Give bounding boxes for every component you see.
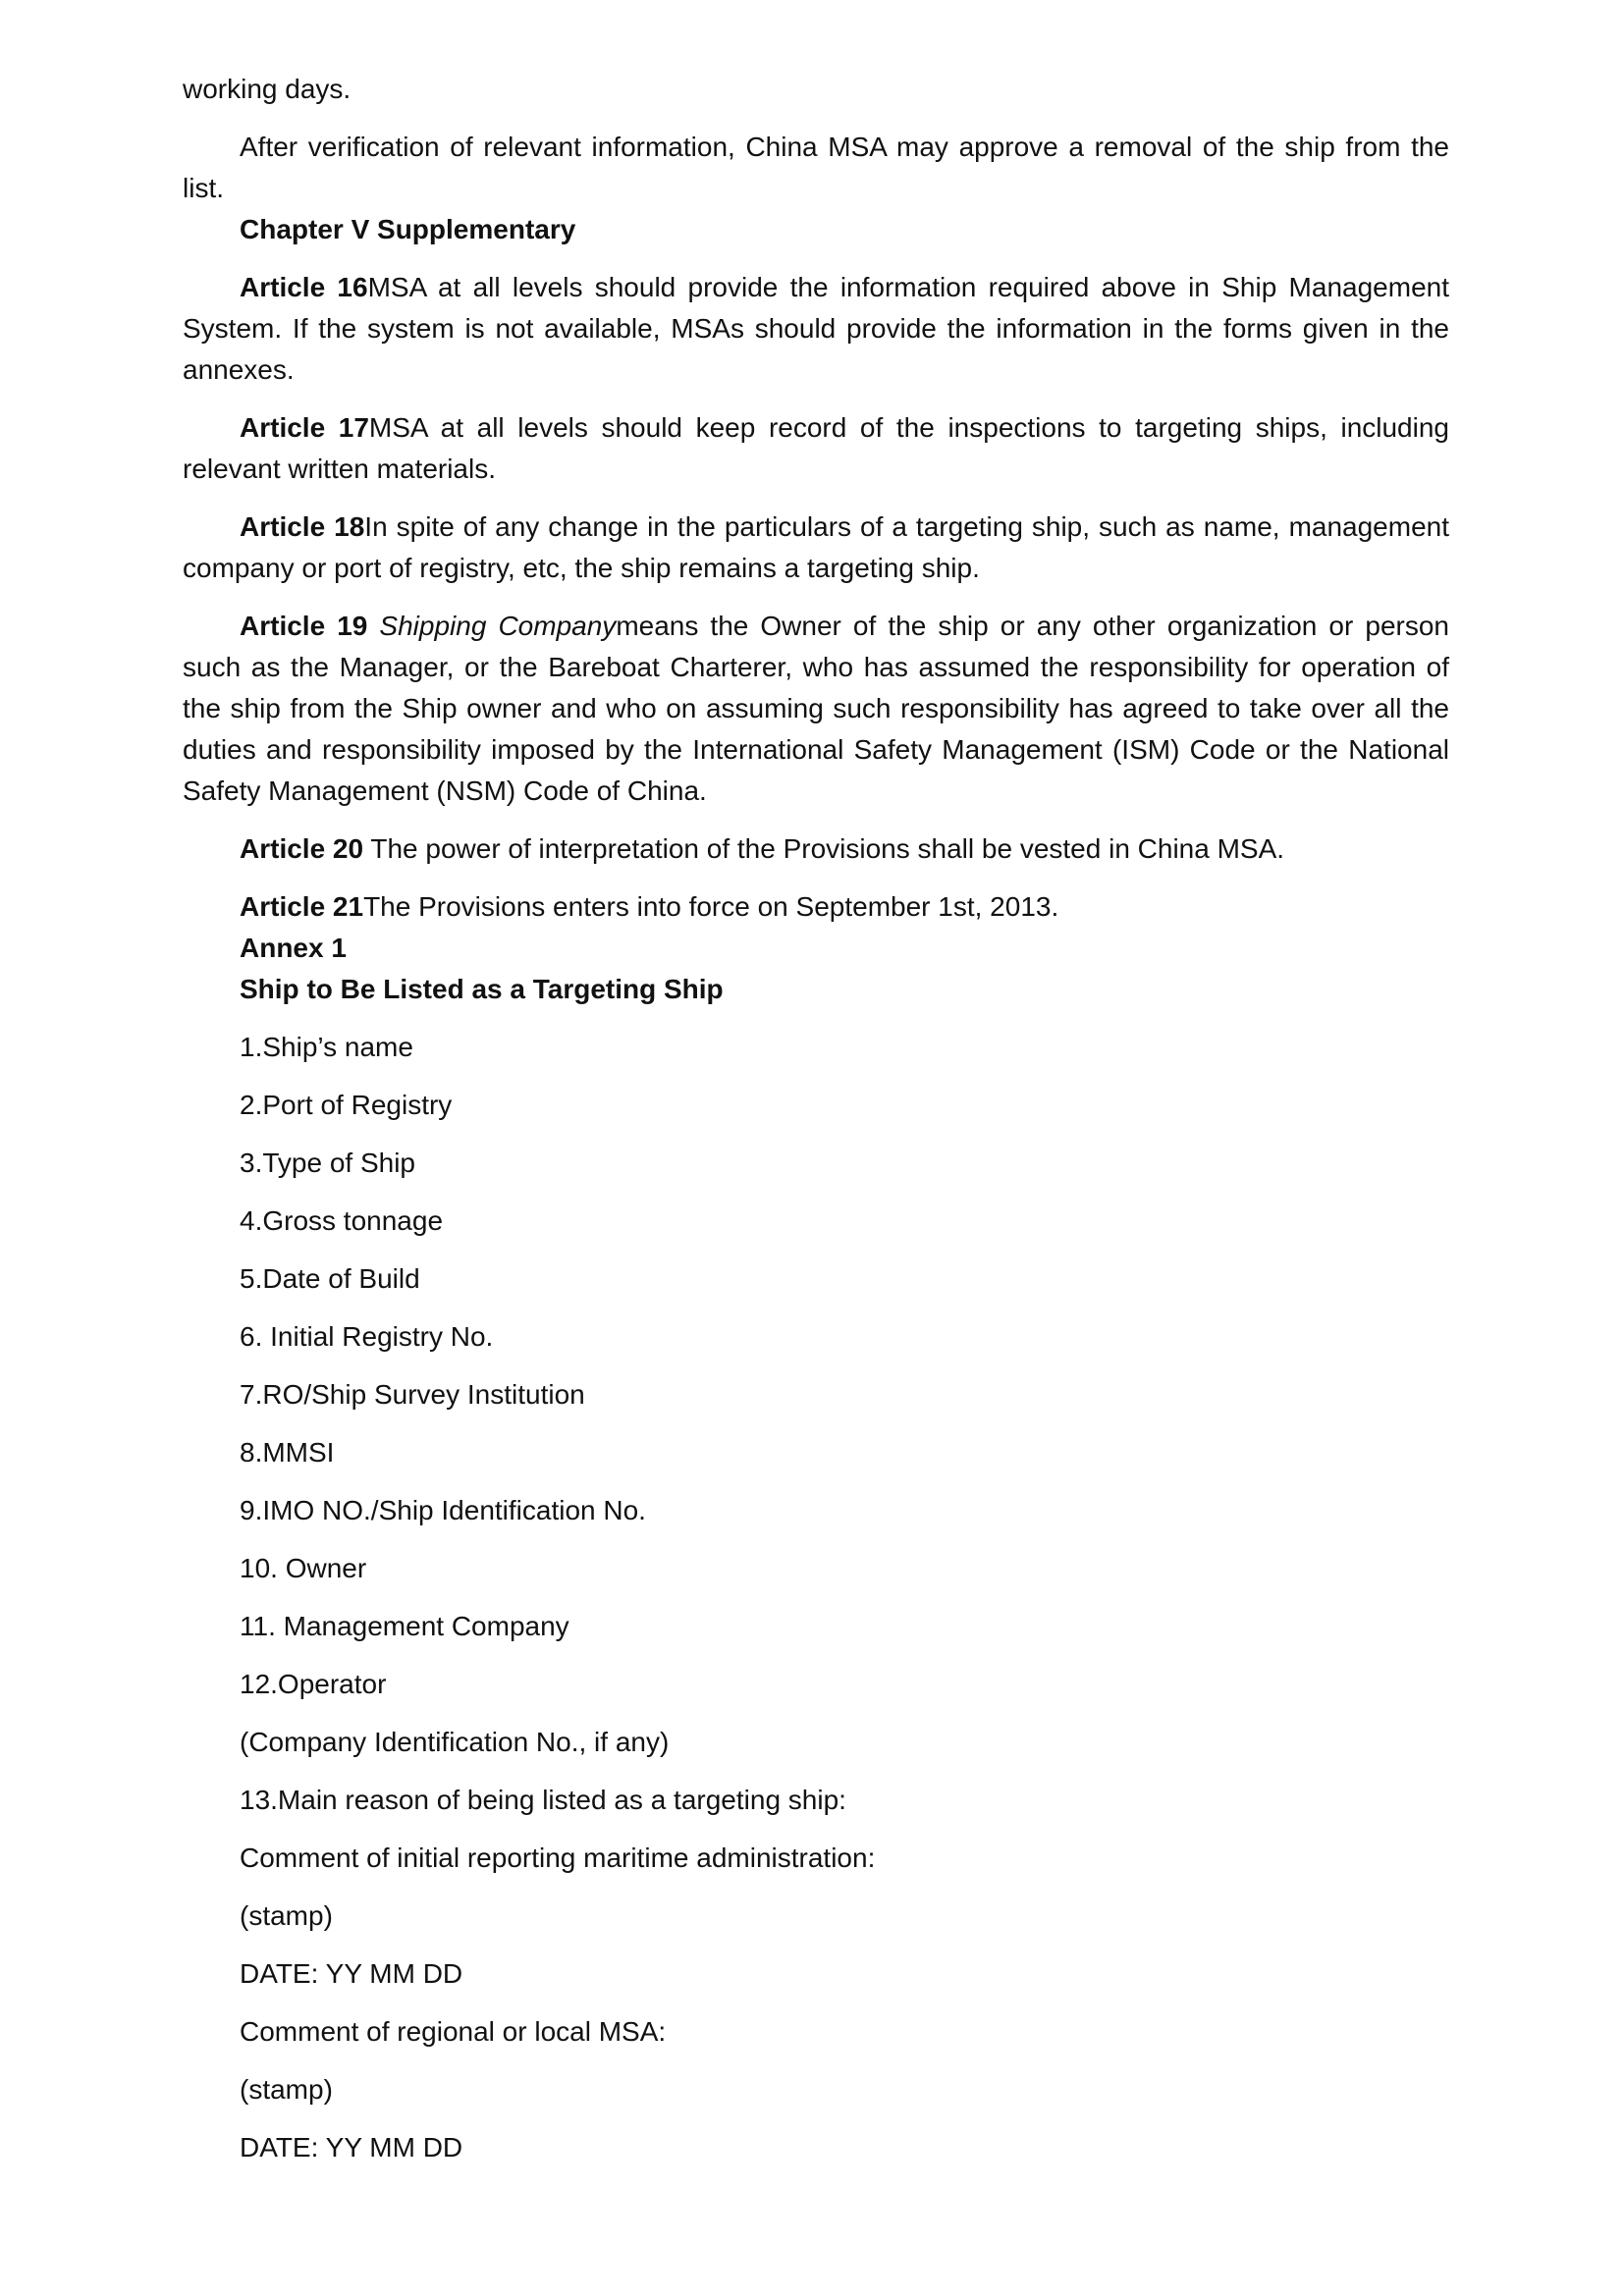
annex-item: 7.RO/Ship Survey Institution [240,1379,585,1410]
annex-item: 3.Type of Ship [240,1148,416,1178]
annex-item: DATE: YY MM DD [240,2132,463,2163]
annex-item: 9.IMO NO./Ship Identification No. [240,1495,646,1525]
article-19 [183,606,1449,812]
chapter-heading: Chapter V Supplementary [240,214,576,244]
article-19-term: Shipping Company [379,611,617,641]
annex-item: 8.MMSI [240,1437,335,1468]
annex-item: (stamp) [240,2074,333,2105]
annex-item: 10. Owner [240,1553,367,1583]
article-19-text: means the Owner of the ship or any other organization or person such as the Manager, or the Bareboat Charterer, who has assumed the responsibility for operation of the ship from the Ship owner and who on assuming such responsibility has agreed to take over all the duties and responsibility imposed by the International Safety Management (ISM) Code or the National Safety Management (NSM) Code of China. [183,611,1449,806]
annex-title: Ship to Be Listed as a Targeting Ship [240,974,724,1004]
annex-item: (stamp) [240,1900,333,1931]
annex-item: 2.Port of Registry [240,1090,453,1120]
article-16-label: Article 16 [240,272,368,302]
article-18-text: In spite of any change in the particulars of a targeting ship, such as name, management company or port of registry, etc, the ship remains a targeting ship. [183,511,1449,583]
article-20-label: Article 20 [240,833,364,864]
removal-paragraph: After verification of relevant information, China MSA may approve a removal of the ship from the list. [183,132,1449,203]
article-16-text: MSA at all levels should provide the information required above in Ship Management System. If the system is not available, MSAs should provide the information in the forms given in the annexes. [183,272,1449,385]
article-21-label: Article 21 [240,891,364,922]
annex-item: Comment of regional or local MSA: [240,2016,667,2047]
annex-item: 11. Management Company [240,1611,569,1641]
continuation-text: working days. [183,74,352,104]
annex-item: 6. Initial Registry No. [240,1321,494,1352]
article-18-label: Article 18 [240,511,365,542]
annex-item: DATE: YY MM DD [240,1958,463,1989]
article-17-text: MSA at all levels should keep record of the inspections to targeting ships, including relevant written materials. [183,412,1449,484]
document-page [183,69,1449,2168]
annex-item: 12.Operator [240,1669,387,1699]
article-18 [183,507,1449,589]
annex-item: 13.Main reason of being listed as a targeting ship: [240,1785,846,1815]
article-20 [183,828,1449,870]
annex-item: (Company Identification No., if any) [240,1727,670,1757]
annex-label: Annex 1 [240,933,347,963]
annex-item: 4.Gross tonnage [240,1205,444,1236]
article-16 [183,267,1449,391]
article-21-text: The Provisions enters into force on September 1st, 2013. [363,891,1059,922]
article-17 [183,407,1449,490]
article-19-label: Article 19 [240,611,380,641]
annex-item: 5.Date of Build [240,1263,420,1294]
annex-item: Comment of initial reporting maritime administration: [240,1842,876,1873]
annex-item: 1.Ship’s name [240,1032,413,1062]
article-20-text: The power of interpretation of the Provisions shall be vested in China MSA. [363,833,1285,864]
article-21 [183,886,1449,928]
article-17-label: Article 17 [240,412,369,443]
